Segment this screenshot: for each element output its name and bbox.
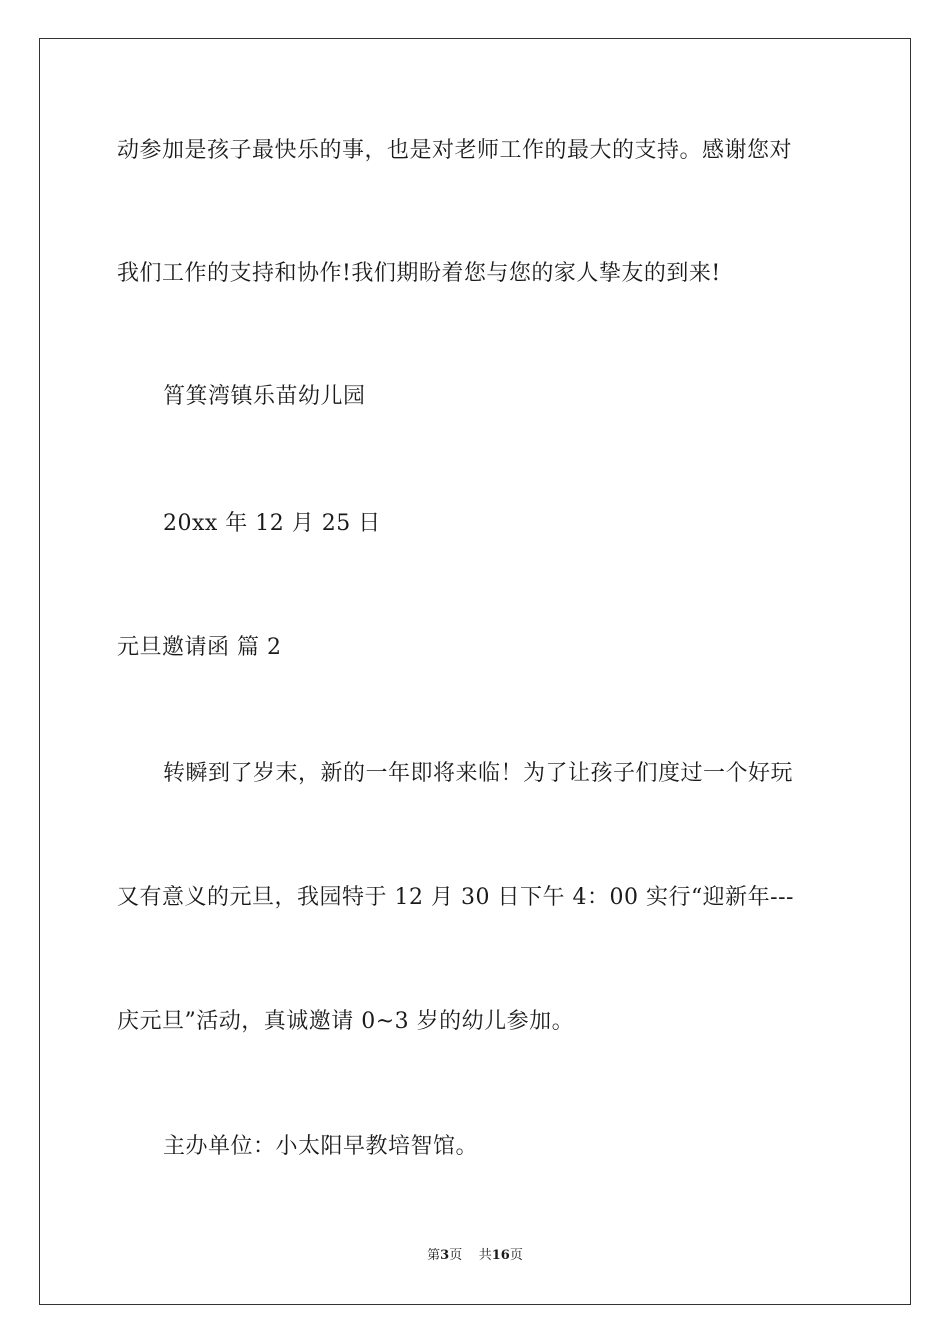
page-footer xyxy=(0,1246,950,1266)
signature-kindergarten: 筲箕湾镇乐苗幼儿园 xyxy=(163,384,366,409)
footer-page-suffix: 页 xyxy=(449,1248,463,1263)
footer-total-suffix: 页 xyxy=(509,1248,523,1263)
paragraph-line-1: 动参加是孩子最快乐的事，也是对老师工作的最大的支持。感谢您对 xyxy=(117,138,793,163)
page-border xyxy=(39,38,911,1305)
paragraph-line-3: 转瞬到了岁末，新的一年即将来临！为了让孩子们度过一个好玩 xyxy=(163,761,794,786)
footer-page-prefix: 第 xyxy=(427,1248,441,1263)
organizer-line: 主办单位：小太阳早教培智馆。 xyxy=(163,1134,479,1159)
paragraph-line-4: 又有意义的元旦，我园特于 12 月 30 日下午 4：00 实行“迎新年--- xyxy=(117,885,794,910)
signature-date: 20xx 年 12 月 25 日 xyxy=(163,511,381,536)
section-heading: 元旦邀请函 篇 2 xyxy=(117,635,282,660)
paragraph-line-5: 庆元旦”活动，真诚邀请 0~3 岁的幼儿参加。 xyxy=(117,1009,575,1034)
footer-total-pages: 16 xyxy=(491,1248,510,1263)
paragraph-line-2: 我们工作的支持和协作!我们期盼着您与您的家人挚友的到来! xyxy=(117,261,721,286)
footer-total-prefix: 共 xyxy=(478,1248,492,1263)
footer-page-number: 3 xyxy=(440,1248,450,1263)
